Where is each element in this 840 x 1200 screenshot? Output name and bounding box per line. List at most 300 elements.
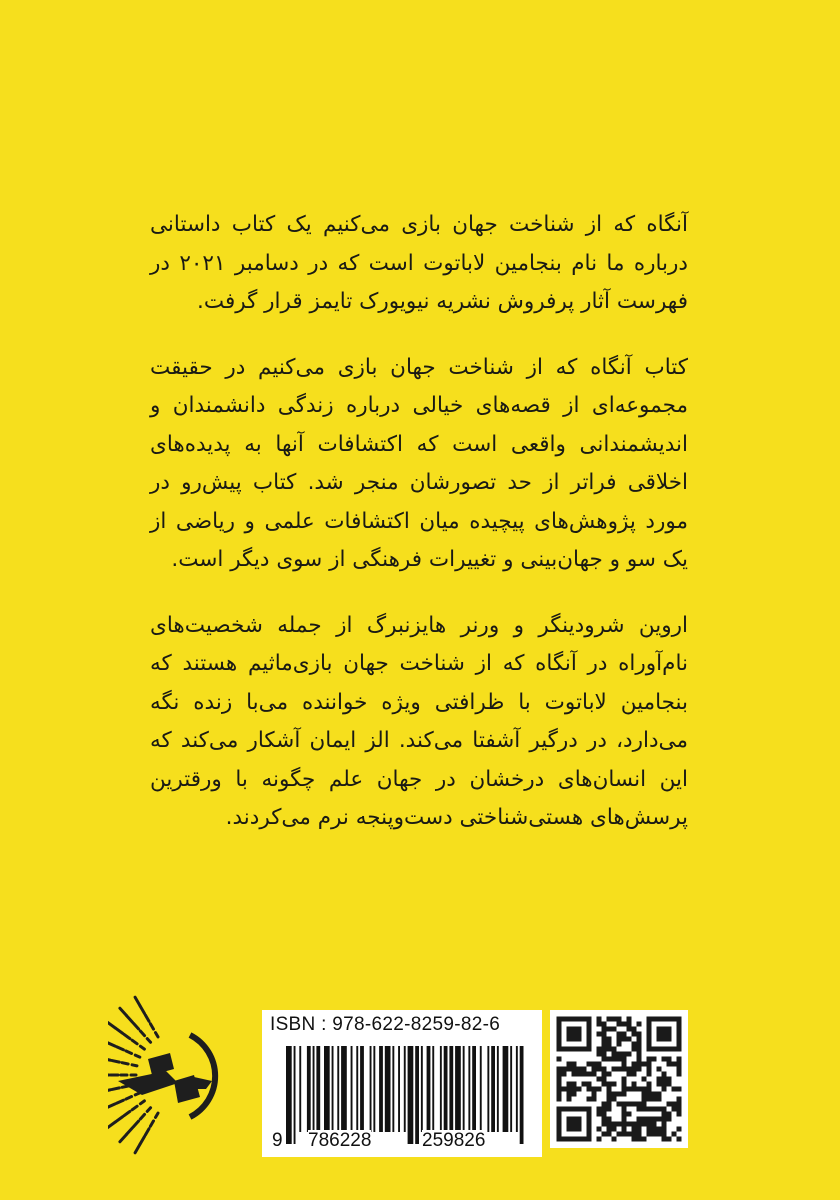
qr-module bbox=[647, 1087, 652, 1092]
barcode-bar bbox=[468, 1046, 470, 1132]
barcode-bar bbox=[351, 1046, 353, 1132]
qr-module bbox=[647, 1117, 652, 1122]
qr-module bbox=[607, 1127, 612, 1132]
logo-ray-dot bbox=[156, 1033, 159, 1037]
qr-module bbox=[677, 1102, 682, 1107]
qr-module bbox=[637, 1107, 642, 1112]
barcode-bar bbox=[444, 1046, 448, 1132]
qr-module bbox=[632, 1062, 637, 1067]
qr-module bbox=[617, 1037, 622, 1042]
qr-module bbox=[632, 1102, 637, 1107]
qr-module bbox=[662, 1072, 667, 1077]
qr-module bbox=[632, 1122, 637, 1127]
qr-module bbox=[647, 1097, 652, 1102]
qr-module bbox=[557, 1072, 562, 1077]
qr-module bbox=[677, 1127, 682, 1132]
qr-module bbox=[657, 1077, 662, 1082]
qr-finder-eye bbox=[567, 1117, 582, 1132]
qr-module bbox=[637, 1022, 642, 1027]
qr-module bbox=[637, 1042, 642, 1047]
barcode-bar bbox=[487, 1046, 489, 1132]
qr-module bbox=[572, 1087, 577, 1092]
qr-module bbox=[637, 1067, 642, 1072]
barcode-bar bbox=[427, 1046, 431, 1132]
logo-ray-dot bbox=[134, 1023, 139, 1028]
qr-module bbox=[677, 1087, 682, 1092]
qr-module bbox=[667, 1057, 672, 1062]
qr-module bbox=[647, 1092, 652, 1097]
qr-module bbox=[667, 1137, 672, 1142]
qr-module bbox=[627, 1017, 632, 1022]
logo-ray-dot bbox=[116, 1028, 123, 1033]
barcode-bar bbox=[503, 1046, 509, 1132]
qr-module bbox=[612, 1097, 617, 1102]
qr-module bbox=[612, 1092, 617, 1097]
qr-module bbox=[567, 1092, 572, 1097]
qr-module bbox=[592, 1087, 597, 1092]
qr-module bbox=[557, 1057, 562, 1062]
qr-module bbox=[607, 1072, 612, 1077]
qr-module bbox=[637, 1122, 642, 1127]
logo-ray-dot bbox=[132, 1065, 137, 1066]
qr-module bbox=[592, 1067, 597, 1072]
logo-ray-dot bbox=[140, 1114, 144, 1119]
qr-module bbox=[587, 1087, 592, 1092]
qr-module bbox=[622, 1112, 627, 1117]
logo-ray-dot bbox=[145, 1129, 149, 1135]
qr-module bbox=[632, 1032, 637, 1037]
qr-module bbox=[557, 1097, 562, 1102]
barcode-bar bbox=[472, 1046, 476, 1132]
qr-module bbox=[617, 1092, 622, 1097]
logo-ray-dot bbox=[140, 1136, 144, 1143]
qr-module bbox=[567, 1097, 572, 1102]
barcode-bar bbox=[463, 1046, 465, 1132]
qr-module bbox=[677, 1112, 682, 1117]
qr-module bbox=[622, 1132, 627, 1137]
qr-module bbox=[572, 1092, 577, 1097]
logo-hat bbox=[148, 1053, 174, 1075]
logo-ray-dot bbox=[108, 1122, 115, 1128]
logo-ray-dot bbox=[124, 1034, 130, 1038]
qr-module bbox=[557, 1082, 562, 1087]
qr-module bbox=[652, 1127, 657, 1132]
qr-module bbox=[667, 1112, 672, 1117]
qr-module bbox=[597, 1062, 602, 1067]
qr-module bbox=[607, 1042, 612, 1047]
isbn-barcode bbox=[262, 1010, 542, 1157]
qr-module bbox=[662, 1107, 667, 1112]
qr-module bbox=[607, 1102, 612, 1107]
qr-module bbox=[677, 1137, 682, 1142]
barcode-bar bbox=[373, 1046, 375, 1132]
barcode-bar bbox=[432, 1046, 434, 1132]
qr-module bbox=[612, 1047, 617, 1052]
qr-module bbox=[672, 1107, 677, 1112]
barcode-bar bbox=[360, 1046, 364, 1132]
logo-ray-dot bbox=[140, 1006, 144, 1013]
logo-ray-dot bbox=[135, 997, 140, 1005]
barcode-bar bbox=[516, 1046, 518, 1132]
qr-module bbox=[597, 1067, 602, 1072]
logo-ray-dot bbox=[120, 1008, 127, 1015]
logo-ray-dot bbox=[127, 1016, 133, 1022]
barcode-bar bbox=[356, 1046, 358, 1132]
qr-module bbox=[672, 1102, 677, 1107]
qr-module bbox=[567, 1067, 572, 1072]
qr-module bbox=[607, 1132, 612, 1137]
logo-ray-dot bbox=[126, 1097, 132, 1100]
qr-module bbox=[657, 1107, 662, 1112]
barcode-bar bbox=[313, 1046, 315, 1132]
logo-ray-dot bbox=[112, 1061, 119, 1063]
qr-module bbox=[627, 1072, 632, 1077]
qr-module bbox=[677, 1057, 682, 1062]
qr-module bbox=[627, 1022, 632, 1027]
barcode-bar bbox=[392, 1046, 394, 1132]
qr-module bbox=[572, 1072, 577, 1077]
qr-module bbox=[647, 1057, 652, 1062]
barcode-bar bbox=[449, 1046, 453, 1132]
barcode-bar bbox=[415, 1046, 419, 1144]
logo-ray-dot bbox=[134, 1121, 139, 1126]
blurb-text bbox=[150, 206, 688, 865]
qr-module bbox=[602, 1117, 607, 1122]
qr-module bbox=[657, 1132, 662, 1137]
qr-module bbox=[602, 1042, 607, 1047]
qr-module bbox=[662, 1122, 667, 1127]
qr-module bbox=[642, 1102, 647, 1107]
qr-module bbox=[622, 1032, 627, 1037]
logo-ray-dot bbox=[117, 1100, 124, 1103]
qr-module bbox=[642, 1137, 647, 1142]
qr-finder-eye bbox=[657, 1027, 672, 1042]
qr-module bbox=[672, 1062, 677, 1067]
qr-module bbox=[657, 1097, 662, 1102]
logo-ray-dot bbox=[147, 1108, 150, 1112]
qr-module bbox=[572, 1082, 577, 1087]
qr-module bbox=[597, 1137, 602, 1142]
qr-module bbox=[597, 1112, 602, 1117]
qr-module bbox=[602, 1067, 607, 1072]
qr-module bbox=[677, 1072, 682, 1077]
qr-module bbox=[567, 1087, 572, 1092]
qr-module bbox=[612, 1057, 617, 1062]
qr-module bbox=[607, 1082, 612, 1087]
qr-module bbox=[612, 1137, 617, 1142]
qr-module bbox=[622, 1052, 627, 1057]
qr-module bbox=[602, 1032, 607, 1037]
qr-finder-eye bbox=[567, 1027, 582, 1042]
logo-ray-dot bbox=[156, 1113, 159, 1117]
qr-module bbox=[662, 1077, 667, 1082]
qr-module bbox=[677, 1067, 682, 1072]
qr-module bbox=[587, 1072, 592, 1077]
logo-ray-dot bbox=[108, 1104, 115, 1107]
qr-module bbox=[627, 1052, 632, 1057]
blurb-paragraph-3: اروین شرودینگر و ورنر هایزنبرگ از جمله شخصیت‌های نام‌آوراه در آنگاه که از شناخت جهان بازی‌ماثیم هستند که بنجامین لاباتوت با ظرافتی ویژه خواننده می‌با زنده نگه می‌دارد، در درگیر آشفتا می‌کند. الز ایمان آشکار می‌کند که این انسان‌های درخشان در جهان علم چگونه با ورقترین پرسش‌های هستی‌شناختی دست‌وپنجه نرم می‌کردند. bbox=[150, 612, 688, 830]
qr-module bbox=[632, 1132, 637, 1137]
qr-module bbox=[622, 1077, 627, 1082]
qr-module bbox=[597, 1047, 602, 1052]
qr-module bbox=[622, 1102, 627, 1107]
qr-module bbox=[627, 1122, 632, 1127]
qr-module bbox=[617, 1067, 622, 1072]
qr-module bbox=[562, 1072, 567, 1077]
qr-module bbox=[652, 1132, 657, 1137]
qr-module bbox=[602, 1077, 607, 1082]
qr-module bbox=[602, 1107, 607, 1112]
logo-ray-dot bbox=[120, 1134, 127, 1141]
barcode-bar bbox=[404, 1046, 406, 1132]
qr-module bbox=[637, 1062, 642, 1067]
qr-module bbox=[652, 1057, 657, 1062]
logo-ray-dot bbox=[140, 1031, 144, 1036]
qr-module bbox=[567, 1062, 572, 1067]
qr-module bbox=[622, 1022, 627, 1027]
qr-module bbox=[627, 1087, 632, 1092]
qr-module bbox=[597, 1107, 602, 1112]
qr-module bbox=[612, 1082, 617, 1087]
logo-ray-dot bbox=[140, 1101, 144, 1104]
qr-module bbox=[577, 1072, 582, 1077]
logo-ray-dot bbox=[116, 1117, 123, 1122]
qr-module bbox=[627, 1132, 632, 1137]
qr-module bbox=[642, 1062, 647, 1067]
blurb-paragraph-2: کتاب آنگاه که از شناخت جهان بازی می‌کنیم در حقیقت مجموعه‌ای از قصه‌های خیالی درباره زندگی دانشمندان و اندیشمندانی واقعی است که اکتشافات آنها به پدیده‌های اخلاقی فراتر از حد تصورشان منجر شد. کتاب پیش‌رو در مورد پژوهش‌های پیچیده میان اکتشافات علمی و ریاضی از یک سو و جهان‌بینی و تغییرات فرهنگی از سوی دیگر است. bbox=[150, 354, 688, 572]
qr-module bbox=[612, 1027, 617, 1032]
qr-module bbox=[622, 1127, 627, 1132]
barcode-bar bbox=[385, 1046, 391, 1132]
qr-module bbox=[637, 1132, 642, 1137]
qr-module bbox=[652, 1097, 657, 1102]
qr-module bbox=[582, 1082, 587, 1087]
qr-module bbox=[597, 1077, 602, 1082]
logo-ray-dot bbox=[132, 1106, 137, 1110]
qr-module bbox=[667, 1062, 672, 1067]
qr-module bbox=[607, 1037, 612, 1042]
qr-module bbox=[602, 1072, 607, 1077]
qr-module bbox=[607, 1107, 612, 1112]
logo-ray-dot bbox=[108, 1058, 111, 1060]
qr-module bbox=[557, 1087, 562, 1092]
qr-module bbox=[667, 1082, 672, 1087]
logo-ray-dot bbox=[122, 1063, 128, 1064]
logo-ray-dot bbox=[117, 1047, 124, 1050]
qr-module bbox=[622, 1092, 627, 1097]
qr-module bbox=[647, 1067, 652, 1072]
qr-module bbox=[637, 1117, 642, 1122]
qr-module bbox=[652, 1122, 657, 1127]
qr-module bbox=[662, 1117, 667, 1122]
qr-module bbox=[617, 1122, 622, 1127]
qr-module bbox=[642, 1097, 647, 1102]
logo-ray-dot bbox=[135, 1055, 140, 1057]
qr-module bbox=[622, 1057, 627, 1062]
qr-module bbox=[652, 1092, 657, 1097]
qr-module bbox=[587, 1062, 592, 1067]
qr-module bbox=[622, 1087, 627, 1092]
barcode-bar bbox=[398, 1046, 400, 1132]
qr-module bbox=[632, 1127, 637, 1132]
qr-module bbox=[627, 1067, 632, 1072]
barcode-bar bbox=[440, 1046, 442, 1132]
barcode-bar bbox=[370, 1046, 372, 1132]
qr-module bbox=[667, 1077, 672, 1082]
qr-module bbox=[557, 1077, 562, 1082]
logo-ray-dot bbox=[135, 1144, 140, 1152]
qr-module bbox=[662, 1127, 667, 1132]
qr-module bbox=[612, 1017, 617, 1022]
qr-module bbox=[647, 1122, 652, 1127]
qr-module bbox=[582, 1072, 587, 1077]
logo-ray-dot bbox=[108, 1090, 111, 1092]
qr-module bbox=[672, 1087, 677, 1092]
qr-module bbox=[627, 1102, 632, 1107]
logo-ray-dot bbox=[147, 1039, 150, 1043]
barcode-bar bbox=[294, 1046, 296, 1144]
qr-module bbox=[562, 1087, 567, 1092]
qr-module bbox=[642, 1107, 647, 1112]
barcode-digits-left: 786228 bbox=[308, 1130, 372, 1151]
qr-module bbox=[662, 1087, 667, 1092]
qr-module bbox=[602, 1112, 607, 1117]
qr-module bbox=[617, 1102, 622, 1107]
qr-module bbox=[602, 1122, 607, 1127]
qr-module bbox=[602, 1027, 607, 1032]
qr-module bbox=[637, 1032, 642, 1037]
qr-module bbox=[622, 1107, 627, 1112]
qr-module bbox=[592, 1072, 597, 1077]
qr-module bbox=[597, 1032, 602, 1037]
qr-module bbox=[637, 1087, 642, 1092]
qr-module bbox=[632, 1042, 637, 1047]
barcode-digits-right: 259826 bbox=[422, 1130, 486, 1151]
qr-module bbox=[597, 1017, 602, 1022]
isbn-number: ISBN : 978-622-8259-82-6 bbox=[270, 1014, 501, 1035]
barcode-bar bbox=[337, 1046, 339, 1132]
barcode-bar bbox=[491, 1046, 495, 1132]
logo-ray-dot bbox=[150, 1024, 153, 1029]
qr-module bbox=[607, 1097, 612, 1102]
logo-arm bbox=[194, 1077, 212, 1089]
qr-module bbox=[632, 1072, 637, 1077]
qr-module bbox=[617, 1032, 622, 1037]
qr-module bbox=[587, 1097, 592, 1102]
qr-module bbox=[577, 1087, 582, 1092]
qr-module bbox=[657, 1082, 662, 1087]
barcode-bar bbox=[299, 1046, 301, 1132]
barcode-digit-prefix: 9 bbox=[272, 1130, 283, 1151]
qr-module bbox=[677, 1062, 682, 1067]
qr-module bbox=[602, 1102, 607, 1107]
barcode-bar bbox=[379, 1046, 383, 1132]
qr-module bbox=[612, 1122, 617, 1127]
qr-module bbox=[632, 1027, 637, 1032]
qr-module bbox=[647, 1082, 652, 1087]
qr-module bbox=[647, 1062, 652, 1067]
qr-module bbox=[662, 1082, 667, 1087]
qr-code-icon bbox=[550, 1010, 688, 1148]
qr-module bbox=[637, 1052, 642, 1057]
qr-module bbox=[637, 1047, 642, 1052]
qr-module bbox=[607, 1087, 612, 1092]
qr-module bbox=[607, 1122, 612, 1127]
barcode-bar bbox=[332, 1046, 334, 1132]
qr-module bbox=[582, 1067, 587, 1072]
publisher-logo-icon bbox=[108, 985, 248, 1160]
logo-ray-dot bbox=[126, 1051, 132, 1054]
qr-module bbox=[657, 1127, 662, 1132]
qr-module bbox=[642, 1087, 647, 1092]
qr-module bbox=[617, 1042, 622, 1047]
logo-ray-dot bbox=[150, 1121, 153, 1126]
qr-module bbox=[607, 1057, 612, 1062]
qr-module bbox=[617, 1052, 622, 1057]
barcode-bar bbox=[510, 1046, 512, 1132]
qr-module bbox=[647, 1132, 652, 1137]
qr-module bbox=[557, 1092, 562, 1097]
qr-module bbox=[677, 1107, 682, 1112]
qr-module bbox=[602, 1037, 607, 1042]
qr-module bbox=[647, 1127, 652, 1132]
qr-module bbox=[597, 1022, 602, 1027]
qr-module bbox=[612, 1127, 617, 1132]
qr-module bbox=[597, 1087, 602, 1092]
qr-module bbox=[617, 1022, 622, 1027]
qr-module bbox=[557, 1067, 562, 1072]
qr-module bbox=[622, 1122, 627, 1127]
qr-module bbox=[642, 1077, 647, 1082]
qr-module bbox=[632, 1067, 637, 1072]
qr-module bbox=[572, 1062, 577, 1067]
qr-module bbox=[572, 1067, 577, 1072]
logo-ray-dot bbox=[112, 1088, 119, 1090]
qr-module bbox=[592, 1062, 597, 1067]
barcode-bar bbox=[408, 1046, 414, 1144]
qr-module bbox=[637, 1137, 642, 1142]
qr-module bbox=[637, 1057, 642, 1062]
qr-module bbox=[652, 1117, 657, 1122]
blurb-paragraph-1: آنگاه که از شناخت جهان بازی می‌کنیم یک کتاب داستانی درباره ما نام بنجامین لاباتوت است که در دسامبر ۲۰۲۱ در فهرست آثار پرفروش نشریه نیویورک تایمز قرار گرفت. bbox=[150, 212, 688, 314]
qr-module bbox=[602, 1052, 607, 1057]
qr-module bbox=[627, 1037, 632, 1042]
barcode-bar bbox=[520, 1046, 524, 1144]
logo-ray-dot bbox=[145, 1015, 149, 1021]
qr-module bbox=[667, 1117, 672, 1122]
barcode-bar bbox=[286, 1046, 292, 1144]
qr-module bbox=[642, 1122, 647, 1127]
qr-module bbox=[662, 1057, 667, 1062]
qr-module bbox=[662, 1112, 667, 1117]
qr-module bbox=[657, 1067, 662, 1072]
qr-module bbox=[667, 1102, 672, 1107]
qr-module bbox=[642, 1117, 647, 1122]
qr-module bbox=[652, 1107, 657, 1112]
qr-module bbox=[672, 1132, 677, 1137]
barcode-bar bbox=[421, 1046, 423, 1132]
qr-module bbox=[637, 1102, 642, 1107]
qr-module bbox=[632, 1047, 637, 1052]
logo-ray-dot bbox=[140, 1046, 144, 1049]
qr-module bbox=[627, 1027, 632, 1032]
qr-module bbox=[637, 1037, 642, 1042]
barcode-bar bbox=[307, 1046, 311, 1132]
barcode-bar bbox=[480, 1046, 482, 1132]
barcode-bar bbox=[341, 1046, 347, 1132]
qr-module bbox=[577, 1067, 582, 1072]
qr-module bbox=[602, 1022, 607, 1027]
